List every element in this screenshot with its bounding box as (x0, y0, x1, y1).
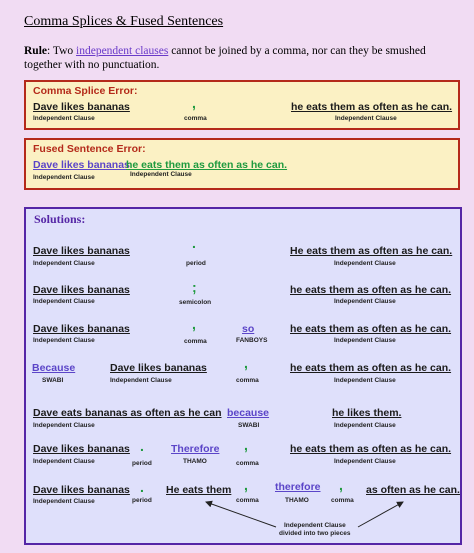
s6-thamo-word: Therefore (171, 443, 220, 455)
s5-clause1-label: Independent Clause (33, 422, 95, 429)
cs-clause1-label: Independent Clause (33, 115, 95, 122)
s3-clause2: he eats them as often as he can. (290, 323, 452, 335)
cs-clause1: Dave likes bananas (33, 101, 130, 113)
s6-clause1: Dave likes bananas (33, 443, 130, 455)
s4-comma: , (244, 355, 248, 371)
fs-clause1-label: Independent Clause (33, 174, 95, 181)
s6-period: . (140, 438, 144, 454)
s4-swabi-label: SWABI (42, 377, 64, 384)
arrow-left (206, 502, 276, 527)
s1-clause2: He eats them as often as he can. (290, 245, 453, 257)
s7-comma1: , (244, 477, 248, 493)
note-line2: divided into two pieces (279, 530, 351, 537)
s3-fanboys-label: FANBOYS (236, 337, 268, 344)
s2-clause2: he eats them as often as he can. (290, 284, 452, 296)
s3-comma: , (192, 316, 196, 332)
s7-period: . (140, 479, 144, 495)
fused-title: Fused Sentence Error: (33, 143, 146, 155)
rule-colon: : Two (47, 45, 77, 57)
s1-period: . (192, 235, 196, 251)
s1-period-label: period (186, 260, 206, 267)
s7-comma2-label: comma (331, 497, 354, 504)
s6-period-label: period (132, 460, 152, 467)
fs-clause2-label: Independent Clause (130, 171, 192, 178)
s5-clause2: he likes them. (332, 407, 402, 419)
s7-thamo-word: therefore (275, 481, 321, 493)
page-title: Comma Splices & Fused Sentences (24, 14, 224, 29)
s4-clause1: Dave likes bananas (110, 362, 207, 374)
s1-clause1-label: Independent Clause (33, 260, 95, 267)
cs-comma-label: comma (184, 115, 207, 122)
s7-comma1-label: comma (236, 497, 259, 504)
s6-comma: , (244, 437, 248, 453)
s3-clause2-label: Independent Clause (334, 337, 396, 344)
s7-clause1: Dave likes bananas (33, 484, 130, 496)
cs-clause2-label: Independent Clause (335, 115, 397, 122)
s1-clause2-label: Independent Clause (334, 260, 396, 267)
s4-clause1-label: Independent Clause (110, 377, 172, 384)
independent-clauses-link[interactable]: independent clauses (76, 45, 169, 57)
cs-comma: , (192, 95, 196, 111)
s2-clause1-label: Independent Clause (33, 298, 95, 305)
note-line1: Independent Clause (284, 522, 346, 529)
s4-clause2: he eats them as often as he can. (290, 362, 452, 374)
solutions-title: Solutions: (34, 212, 86, 226)
arrow-right (358, 502, 403, 527)
s1-clause1: Dave likes bananas (33, 245, 130, 257)
s3-clause1: Dave likes bananas (33, 323, 130, 335)
s4-comma-label: comma (236, 377, 259, 384)
s5-swabi-label: SWABI (238, 422, 260, 429)
s7-clause2a: He eats them (166, 484, 232, 496)
s4-swabi-word: Because (32, 362, 76, 374)
s5-clause2-label: Independent Clause (334, 422, 396, 429)
s7-period-label: period (132, 497, 152, 504)
s7-clause1-label: Independent Clause (33, 498, 95, 505)
s3-comma-label: comma (184, 338, 207, 345)
s3-clause1-label: Independent Clause (33, 337, 95, 344)
comma-splice-title: Comma Splice Error: (33, 85, 138, 97)
s2-clause2-label: Independent Clause (334, 298, 396, 305)
fused-sentence-box (24, 138, 460, 190)
s7-comma2: , (339, 477, 343, 493)
s2-semicolon: ; (192, 279, 197, 295)
s5-clause1: Dave eats bananas as often as he can (33, 407, 222, 419)
rule-text (24, 44, 454, 72)
cs-clause2: he eats them as often as he can. (291, 101, 453, 113)
fs-clause2: he eats them as often as he can. (126, 159, 288, 171)
rule-body: cannot be joined by a comma, nor can they be smushed together with no punctuation. (24, 45, 426, 71)
rule-label: Rule (24, 45, 47, 57)
s6-clause2: he eats them as often as he can. (290, 443, 452, 455)
s6-clause2-label: Independent Clause (334, 458, 396, 465)
s4-clause2-label: Independent Clause (334, 377, 396, 384)
s6-comma-label: comma (236, 460, 259, 467)
s5-swabi-word: because (227, 407, 270, 419)
s3-fanboys-word: so (242, 323, 255, 335)
s6-thamo-label: THAMO (183, 458, 207, 465)
s2-semicolon-label: semicolon (179, 299, 212, 306)
solutions-box (24, 207, 462, 545)
fs-clause1: Dave likes bananas (33, 159, 130, 171)
s7-clause2b: as often as he can. (366, 484, 460, 496)
s7-thamo-label: THAMO (285, 497, 309, 504)
s6-clause1-label: Independent Clause (33, 458, 95, 465)
comma-splice-box (24, 80, 460, 130)
split-clause-arrows (26, 209, 460, 543)
s2-clause1: Dave likes bananas (33, 284, 130, 296)
